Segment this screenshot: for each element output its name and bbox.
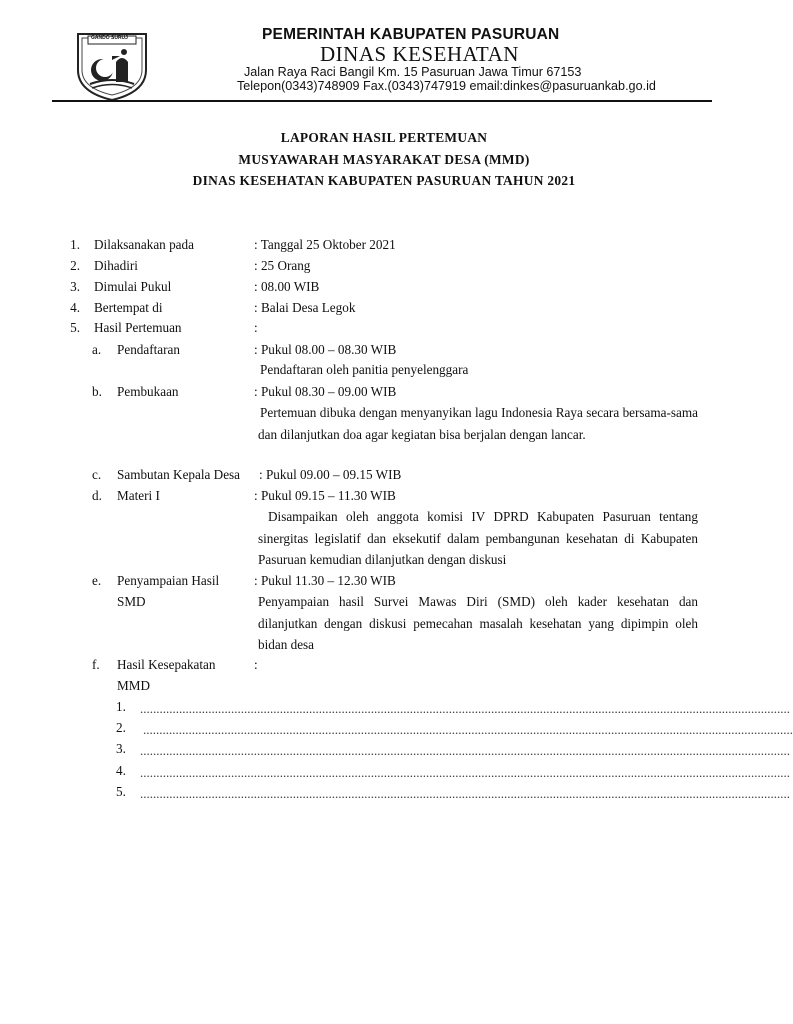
item-value: : Balai Desa Legok [254,300,356,315]
agreement-number: 1. [116,699,126,714]
sub-time: : Pukul 08.30 – 09.00 WIB [254,384,397,399]
sub-letter: c. [92,467,102,482]
report-title-line-2: MUSYAWARAH MASYARAKAT DESA (MMD) [238,152,530,167]
sub-label: Sambutan Kepala Desa [117,467,241,482]
sub-label: Pembukaan [117,384,179,399]
item-number: 2. [70,258,80,273]
agreement-blank-line: ........................................................................................................................................................................................................ [140,786,790,801]
sub-description: Pendaftaran oleh panitia penyelenggara [260,362,469,377]
item-label: Dilaksanakan pada [94,237,194,252]
item-value: : Tanggal 25 Oktober 2021 [254,237,396,252]
sub-colon: : [254,657,258,672]
report-title-line-1: LAPORAN HASIL PERTEMUAN [280,130,488,145]
sub-description: Penyampaian hasil Survei Mawas Diri (SMD) oleh kader kesehatan dan dilanjutkan dengan diskusi pemecahan masalah kesehatan yang dipimpin oleh bidan desa [258,594,698,652]
agreement-blank-line: ........................................................................................................................................................................................................ [143,722,793,737]
sub-time: : Pukul 11.30 – 12.30 WIB [254,573,396,588]
sub-label-continued: MMD [117,678,150,693]
item-value: : 08.00 WIB [254,279,320,294]
sub-letter: a. [92,342,102,357]
sub-letter: d. [92,488,102,503]
item-label: Bertempat di [94,300,163,315]
logo-banner-text: GANDO SURUJ [91,35,128,41]
sub-letter: f. [92,657,100,672]
agreement-number: 5. [116,784,126,799]
sub-label: Materi I [117,488,160,503]
item-value: : [254,320,258,335]
item-value: : 25 Orang [254,258,311,273]
sub-label: Hasil Kesepakatan [117,657,216,672]
agreement-blank-line: ........................................................................................................................................................................................................ [140,701,790,716]
sub-label: Penyampaian Hasil [117,573,220,588]
sub-time: : Pukul 08.00 – 08.30 WIB [254,342,397,357]
sub-label: Pendaftaran [117,342,180,357]
agreement-number: 4. [116,763,126,778]
sub-description: Pertemuan dibuka dengan menyanyikan lagu Indonesia Raya secara bersama-sama dan dilanjutkan doa agar kegiatan bisa berjalan dengan lancar. [258,405,698,442]
item-label: Dimulai Pukul [94,279,172,294]
sub-letter: b. [92,384,102,399]
agreement-number: 2. [116,720,126,735]
sub-label-continued: SMD [117,594,146,609]
sub-time: : Pukul 09.00 – 09.15 WIB [259,467,402,482]
item-number: 5. [70,320,80,335]
sub-description: Disampaikan oleh anggota komisi IV DPRD Kabupaten Pasuruan tentang sinergitas legislatif dan eksekutif dalam pembangunan kesehatan di Kabupaten Pasuruan kemudian dilanjutkan dengan diskusi [258,509,698,567]
item-number: 3. [70,279,80,294]
item-label: Dihadiri [94,258,138,273]
report-title-line-3: DINAS KESEHATAN KABUPATEN PASURUAN TAHUN 2021 [192,173,576,188]
item-label: Hasil Pertemuan [94,320,182,335]
agreement-number: 3. [116,741,126,756]
sub-letter: e. [92,573,102,588]
letterhead-divider [52,100,712,102]
office-contact: Telepon(0343)748909 Fax.(0343)747919 email:dinkes@pasuruankab.go.id [237,79,656,93]
agreement-blank-line: ........................................................................................................................................................................................................ [140,765,790,780]
office-address: Jalan Raya Raci Bangil Km. 15 Pasuruan Jawa Timur 67153 [244,65,582,79]
item-number: 1. [70,237,80,252]
item-number: 4. [70,300,80,315]
department-name: DINAS KESEHATAN [320,42,519,66]
government-name: PEMERINTAH KABUPATEN PASURUAN [262,26,560,43]
agreement-blank-line: ........................................................................................................................................................................................................ [140,743,790,758]
sub-time: : Pukul 09.15 – 11.30 WIB [254,488,396,503]
